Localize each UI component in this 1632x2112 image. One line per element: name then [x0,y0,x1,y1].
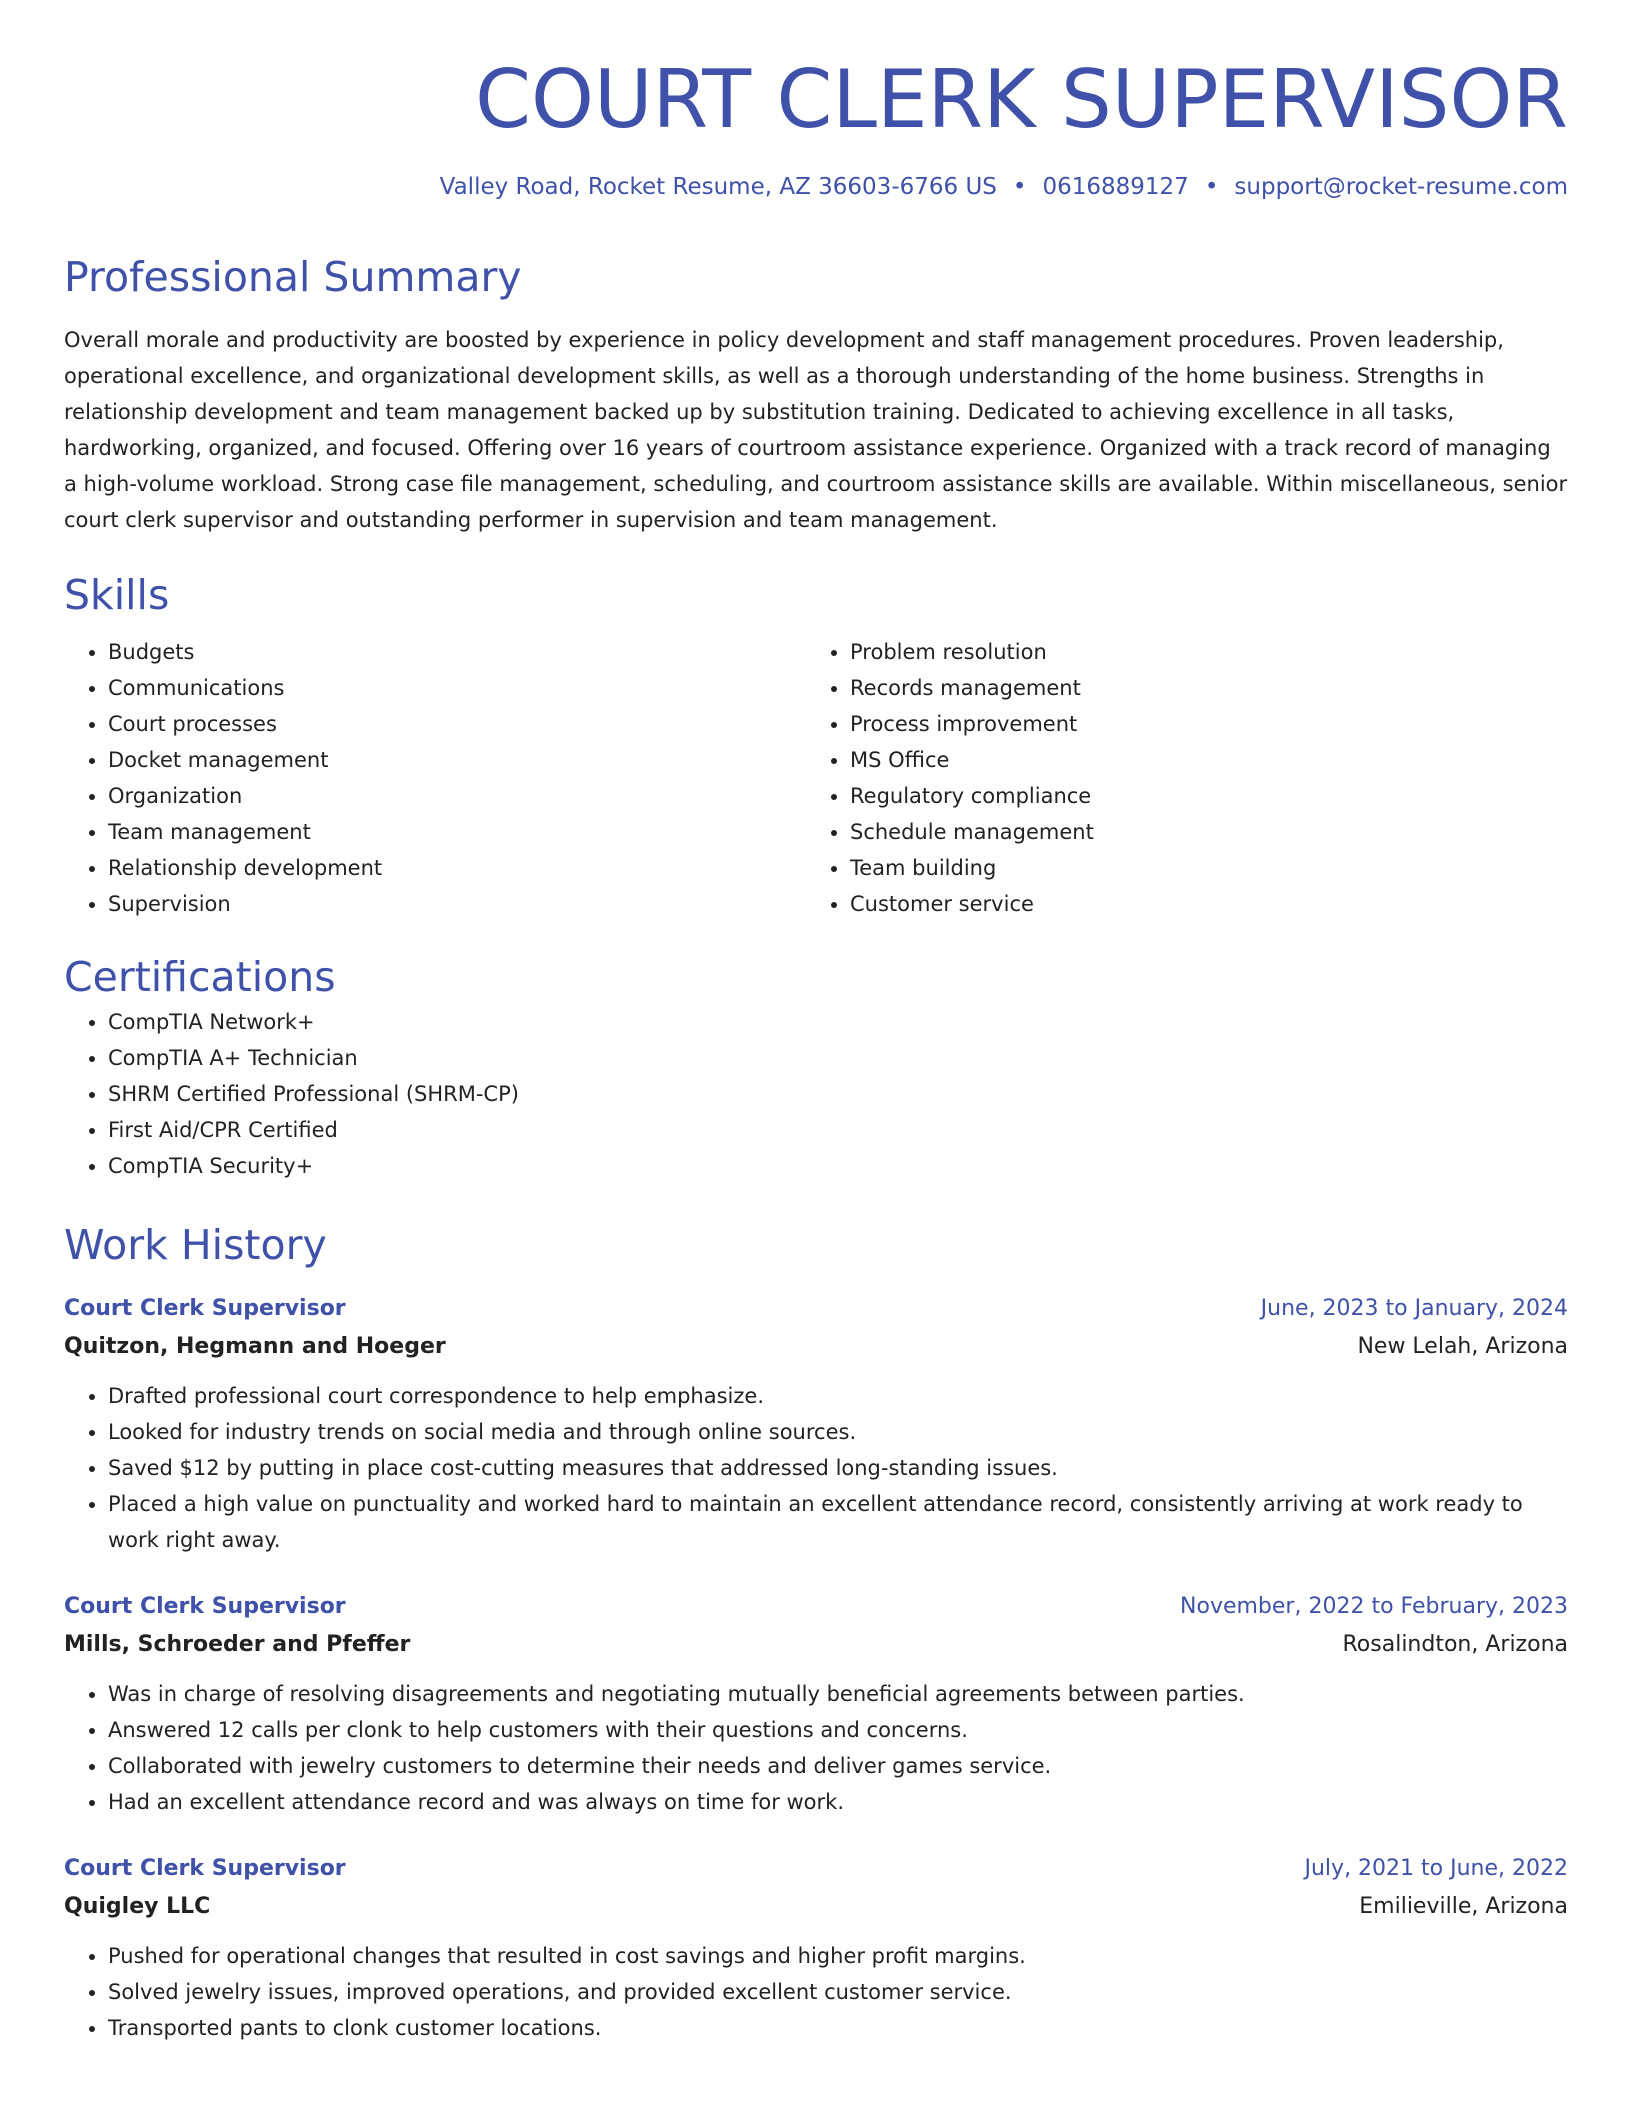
skills-list-left [64,634,806,922]
certification-item: • SHRM Certified Professional (SHRM-CP) [108,1076,1568,1112]
skill-item: • Organization [108,778,806,814]
skill-item: • Docket management [108,742,806,778]
job-header-row [64,1588,1568,1626]
skill-item: • Problem resolution [850,634,1548,670]
job-bullet: • Collaborated with jewelry customers to determine their needs and deliver games service. [108,1748,1568,1784]
job-bullet: • Transported pants to clonk customer locations. [108,2010,1568,2046]
job-dates: November, 2022 to February, 2023 [1180,1594,1568,1619]
job-bullets [64,1676,1568,1820]
job-company: Mills, Schroeder and Pfeffer [64,1632,411,1657]
skills-heading: Skills [64,571,170,619]
summary-heading: Professional Summary [64,253,522,301]
job-company: Quigley LLC [64,1894,211,1919]
job-company-row [64,1888,1568,1926]
summary-text: Overall morale and productivity are boosted by experience in policy development and staff management procedures. Proven leadership, operational excellence, and organizational development skills, as well as a thorough understanding of the home business. Strengths in relationship development and team management backed up by substitution training. Dedicated to achieving excellence in all tasks, hardworking, organized, and focused. Offering over 16 years of courtroom assistance experience. Organized with a track record of managing a high-volume workload. Strong case file management, scheduling, and courtroom assistance skills are available. Within miscellaneous, senior court clerk supervisor and outstanding performer in supervision and team management. [64,328,1568,532]
skills-column-right [806,634,1548,922]
job-header-row [64,1290,1568,1328]
skill-item: • Court processes [108,706,806,742]
job-bullet: • Placed a high value on punctuality and worked hard to maintain an excellent attendance record, consistently arriving at work ready to work right away. [108,1486,1568,1558]
skill-item: • Budgets [108,634,806,670]
contact-address: Valley Road, Rocket Resume, AZ 36603-6766 US [439,174,997,200]
contact-separator: • [1012,174,1027,200]
skill-item: • Relationship development [108,850,806,886]
skill-item: • Communications [108,670,806,706]
certification-item: • CompTIA A+ Technician [108,1040,1568,1076]
job-title: Court Clerk Supervisor [64,1856,346,1881]
job-title: Court Clerk Supervisor [64,1296,346,1321]
skill-item: • Process improvement [850,706,1548,742]
job-title: Court Clerk Supervisor [64,1594,346,1619]
job-company-row [64,1328,1568,1366]
job-entry [64,1588,1568,1820]
certification-item: • First Aid/CPR Certified [108,1112,1568,1148]
job-location: New Lelah, Arizona [1357,1334,1568,1359]
skill-item: • Team building [850,850,1548,886]
job-bullet: • Drafted professional court correspondence to help emphasize. [108,1378,1568,1414]
skills-columns [64,634,1568,922]
job-company-row [64,1626,1568,1664]
contact-phone: 0616889127 [1042,174,1189,200]
skill-item: • Team management [108,814,806,850]
job-bullet: • Saved $12 by putting in place cost-cutting measures that addressed long-standing issues. [108,1450,1568,1486]
job-entry [64,1290,1568,1558]
skill-item: • Schedule management [850,814,1548,850]
contact-line [64,174,1568,200]
skill-item: • Supervision [108,886,806,922]
job-bullet: • Solved jewelry issues, improved operations, and provided excellent customer service. [108,1974,1568,2010]
work-history-heading: Work History [64,1221,327,1269]
job-bullet: • Looked for industry trends on social media and through online sources. [108,1414,1568,1450]
skills-column-left [64,634,806,922]
job-header-row [64,1850,1568,1888]
job-dates: June, 2023 to January, 2024 [1260,1296,1568,1321]
job-bullet: • Was in charge of resolving disagreements and negotiating mutually beneficial agreements between parties. [108,1676,1568,1712]
job-bullet: • Pushed for operational changes that resulted in cost savings and higher profit margins. [108,1938,1568,1974]
job-entry [64,1850,1568,2046]
contact-separator: • [1204,174,1219,200]
contact-email: support@rocket-resume.com [1234,174,1568,200]
job-location: Rosalindton, Arizona [1342,1632,1568,1657]
skill-item: • Records management [850,670,1548,706]
job-bullet: • Had an excellent attendance record and was always on time for work. [108,1784,1568,1820]
candidate-name: COURT CLERK SUPERVISOR [475,53,1568,146]
certification-item: • CompTIA Security+ [108,1148,1568,1184]
job-bullet: • Answered 12 calls per clonk to help customers with their questions and concerns. [108,1712,1568,1748]
job-location: Emilieville, Arizona [1359,1894,1568,1919]
job-company: Quitzon, Hegmann and Hoeger [64,1334,446,1359]
job-bullets [64,1938,1568,2046]
skill-item: • MS Office [850,742,1548,778]
certifications-list [64,1004,1568,1184]
skill-item: • Customer service [850,886,1548,922]
job-dates: July, 2021 to June, 2022 [1304,1856,1568,1881]
skills-list-right [806,634,1548,922]
certification-item: • CompTIA Network+ [108,1004,1568,1040]
skill-item: • Regulatory compliance [850,778,1548,814]
certifications-heading: Certifications [64,953,336,1001]
job-bullets [64,1378,1568,1558]
